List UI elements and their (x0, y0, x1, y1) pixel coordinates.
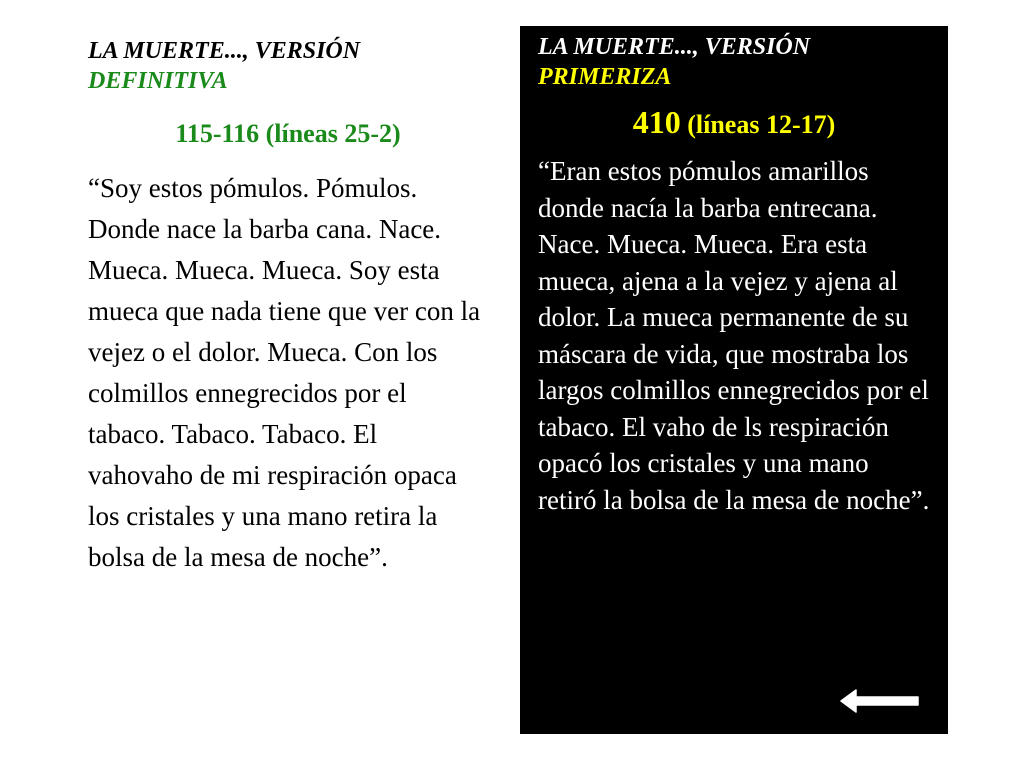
early-version-panel (520, 26, 948, 734)
early-heading-title: LA MUERTE..., VERSIÓN (538, 34, 811, 60)
definitive-heading-title: LA MUERTE..., VERSIÓN (88, 38, 361, 64)
definitive-quote: “Soy estos pómulos. Pómulos. Donde nace la barba cana. Nace. Mueca. Mueca. Mueca. Soy esta mueca que nada tiene que ver con la vejez o el dolor. Mueca. Con los colmillos ennegrecidos por el tabaco. Tabaco. Tabaco. El vahovaho de mi respiración opaca los cristales y una mano retira la bolsa de la mesa de noche”. (88, 173, 481, 572)
definitive-version-column (88, 36, 488, 578)
early-reference (538, 106, 930, 141)
early-heading-subtitle: PRIMERIZA (538, 64, 672, 90)
left-arrow-icon[interactable] (838, 686, 922, 716)
definitive-version-heading (88, 36, 488, 96)
early-version-heading (538, 32, 930, 92)
early-reference-lines: (líneas 12-17) (687, 110, 836, 139)
definitive-heading-subtitle: DEFINITIVA (88, 68, 228, 94)
early-reference-number: 410 (632, 104, 681, 140)
early-quote: “Eran estos pómulos amarillos donde nacía la barba entrecana. Nace. Mueca. Mueca. Era esta mueca, ajena a la vejez y ajena al dolor. La mueca permanente de su máscara de vida, que mostraba los largos colmillos ennegrecidos por el tabaco. El vaho de ls respiración opacó los cristales y una mano retiró la bolsa de la mesa de noche”. (538, 156, 930, 515)
definitive-reference: 115-116 (líneas 25-2) (175, 119, 401, 148)
